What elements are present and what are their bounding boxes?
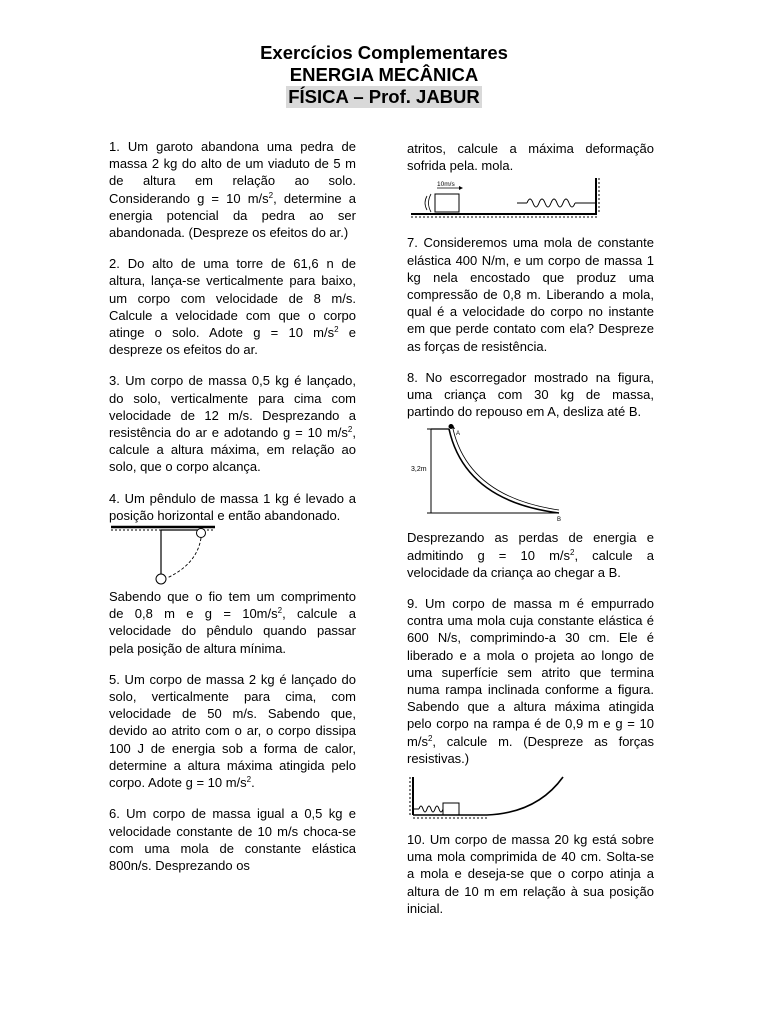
slide-figure bbox=[407, 423, 567, 523]
question-6-statement: 6. Um corpo de massa igual a 0,5 kg e velocidade constante de 10 m/s choca-se com uma mola de constante elástica 800n/s. Desprezando os bbox=[109, 806, 356, 873]
spring-ramp-figure bbox=[407, 773, 567, 823]
question-7: 7. Consideremos uma mola de constante elástica 400 N/m, e um corpo de massa 1 kg nela encostado que produz uma compressão de 0,8 m. Liberando a mola, qual é a velocidade do corpo no instante em que perde contato com ela? Despreze as forças de resistência. bbox=[407, 235, 654, 354]
question-1: 1. Um garoto abandona uma pedra de massa 2 kg do alto de um viaduto de 5 m de altura em relação ao solo. Considerando g = 10 $m/s^2$, determine a energia potencial da pedra ao ser abandonada. (Despreze os efeitos do ar.) bbox=[109, 139, 356, 241]
title-line-2: ENERGIA MECÂNICA bbox=[289, 64, 479, 85]
left-column bbox=[109, 138, 356, 888]
question-10: 10. Um corpo de massa 20 kg está sobre uma mola comprimida de 40 cm. Solta-se a mola e deseja-se que o corpo atinja a altura de 10 m em relação à sua posição inicial. bbox=[407, 832, 654, 916]
question-5: 5. Um corpo de massa 2 kg é lançado do solo, verticalmente para cima, com velocidade de 50 m/s. Sabendo que, devido ao atrito com o ar, o corpo dissipa 100 J de energia sob a forma de calor, determine a altura máxima atingida pelo corpo. Adote g = 10 $m/s^2$. bbox=[109, 671, 356, 791]
question-4-statement: 4. Um pêndulo de massa 1 kg é levado a posição horizontal e então abandonado. bbox=[109, 490, 356, 523]
title-line-1: Exercícios Complementares bbox=[260, 42, 508, 63]
question-9: 9. Um corpo de massa m é empurrado contra uma mola cuja constante elástica é 600 N/s, comprimindo-a 30 cm. Ele é liberado e a mola o projeta ao longo de uma superfície sem atrito que termina numa rampa inclinada conforme a figura. Sabendo que a altura máxima atingida pelo corpo na rampa é de 0,9 m e g = 10 $m/s^2$, calcule m. (Despreze as forças resistivas.) bbox=[407, 596, 654, 766]
question-8-statement: 8. No escorregador mostrado na figura, uma criança com 30 kg de massa, partindo do repouso em A, desliza até B. bbox=[407, 369, 654, 420]
height-label: 3,2m bbox=[411, 466, 427, 474]
question-3: 3. Um corpo de massa 0,5 kg é lançado, do solo, verticalmente para cima com velocidade de 12 m/s. Desprezando a resistência do ar e adotando g = 10 $m/s^2$, calcule a altura máxima, em relação ao solo, que o corpo alcança. bbox=[109, 373, 356, 475]
page-header bbox=[0, 42, 768, 108]
question-4-continuation: Sabendo que o fio tem um comprimento de 0,8 m e $g = 10m/s^2$, calcule a velocidade do pêndulo quando passar pela posição de altura mínima. bbox=[109, 589, 356, 656]
pendulum-figure bbox=[109, 524, 219, 586]
question-2: 2. Do alto de uma torre de 61,6 n de altura, lança-se verticalmente para baixo, um corpo com velocidade de 8 m/s. Calcule a velocidade com que o corpo atinge o solo. Adote g = 10 $m/s^2$ e despreze os efeitos do ar. bbox=[109, 256, 357, 358]
point-b-label: B bbox=[557, 517, 562, 524]
question-8-continuation: Desprezando as perdas de energia e admitindo g = 10 $m/s^2$, calcule a velocidade da criança ao chegar a B. bbox=[407, 530, 654, 580]
right-column bbox=[407, 140, 654, 931]
point-a-label: A bbox=[456, 431, 461, 438]
block-spring-figure bbox=[407, 176, 603, 222]
question-6-continuation: atritos, calcule a máxima deformação sofrida pela. mola. bbox=[407, 141, 654, 174]
title-line-3: FÍSICA – Prof. JABUR bbox=[288, 86, 480, 107]
velocity-label: 10m/s bbox=[437, 181, 455, 189]
